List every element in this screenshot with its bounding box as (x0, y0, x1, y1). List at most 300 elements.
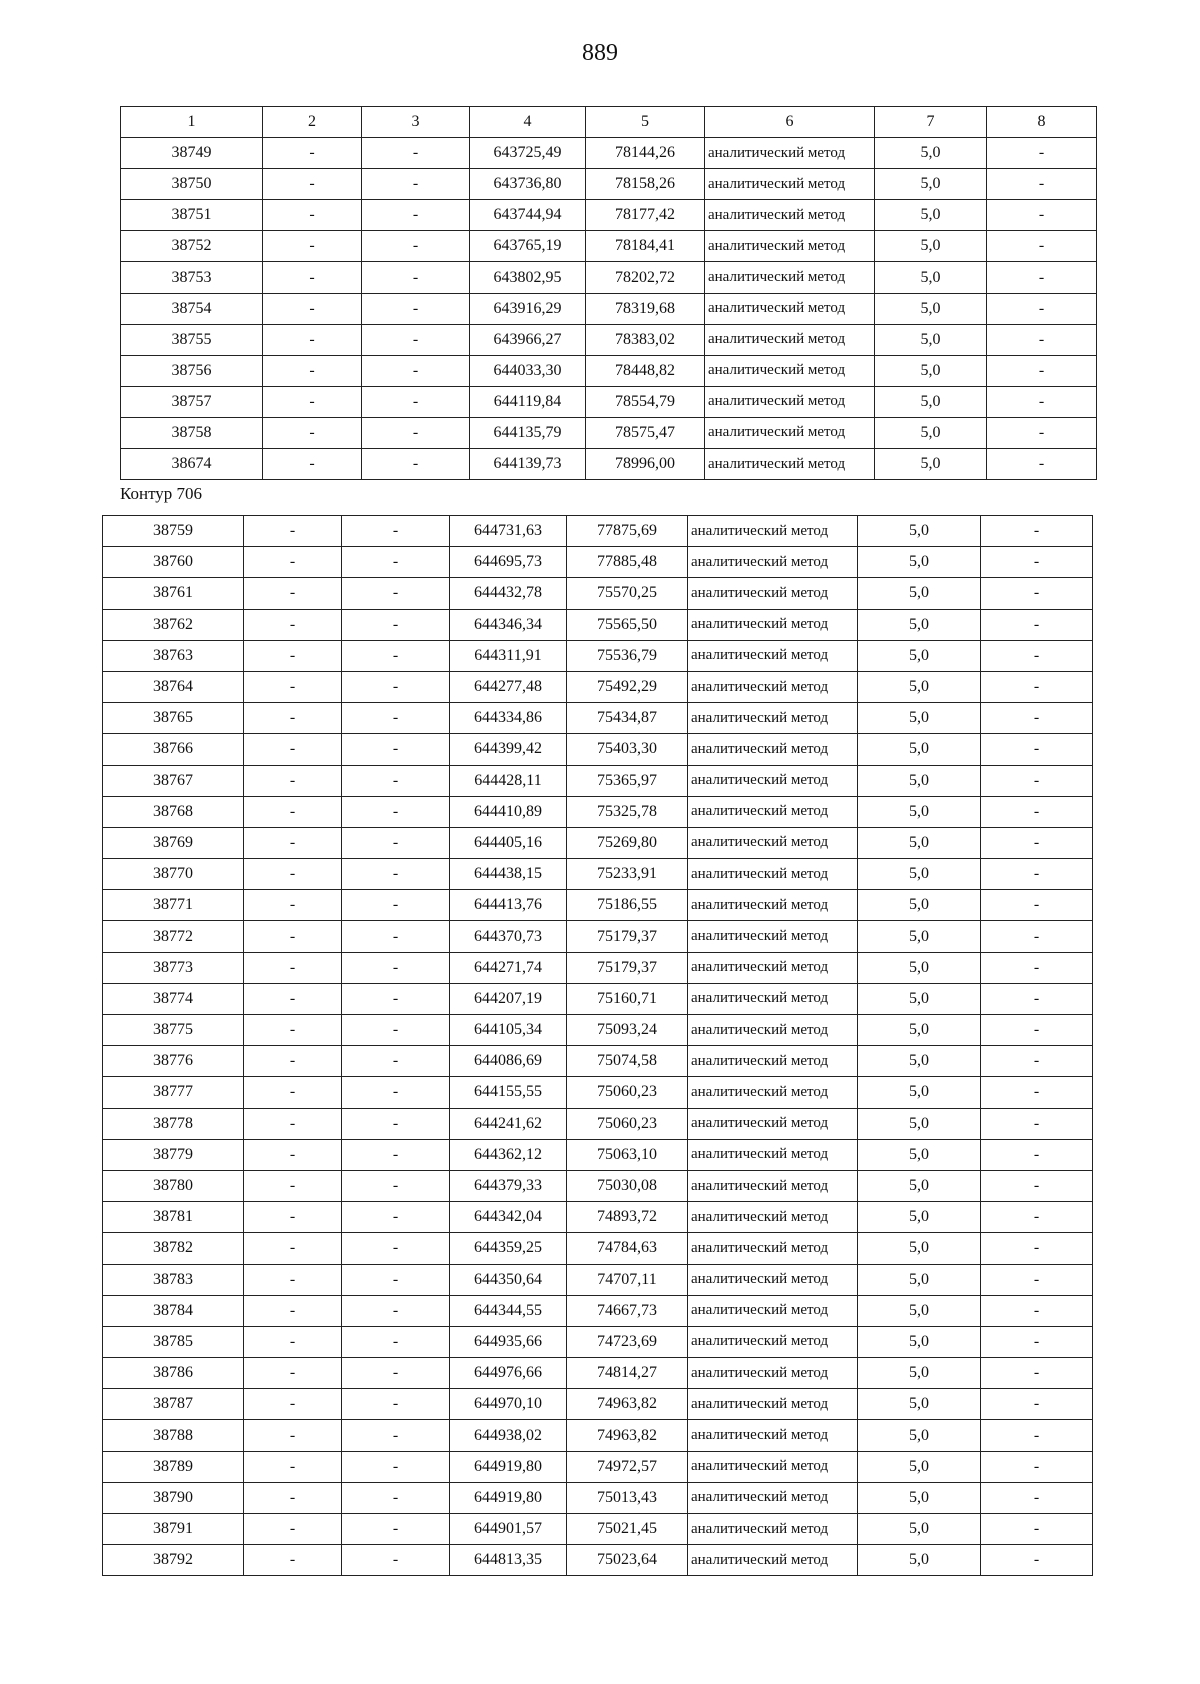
table-cell: 75325,78 (567, 796, 688, 827)
table-cell: - (244, 1170, 342, 1201)
table-cell: 38759 (103, 516, 244, 547)
table-cell: - (342, 1139, 450, 1170)
table-row (121, 262, 1097, 293)
table-cell: - (263, 417, 362, 448)
coordinates-table-contour-706 (102, 515, 1093, 1576)
table-cell: 644695,73 (450, 547, 567, 578)
table-cell: 75060,23 (567, 1108, 688, 1139)
table-cell: 5,0 (858, 827, 981, 858)
table-cell: 5,0 (858, 1420, 981, 1451)
table-cell: - (244, 983, 342, 1014)
table-row (103, 703, 1093, 734)
table-cell: - (987, 449, 1097, 480)
table-cell: 38755 (121, 324, 263, 355)
table-cell: - (981, 1545, 1093, 1576)
table-cell: - (981, 1264, 1093, 1295)
table-cell: - (244, 1233, 342, 1264)
table-cell: 78448,82 (586, 355, 705, 386)
table-cell: 5,0 (875, 355, 987, 386)
table-cell: 75063,10 (567, 1139, 688, 1170)
table-row (121, 324, 1097, 355)
table-cell: 38756 (121, 355, 263, 386)
table-cell: 38781 (103, 1202, 244, 1233)
table-cell: 75013,43 (567, 1482, 688, 1513)
table-row (121, 417, 1097, 448)
table-cell: 38752 (121, 231, 263, 262)
table-cell: 643744,94 (470, 200, 586, 231)
table-cell: аналитический метод (688, 1514, 858, 1545)
table-cell: 5,0 (858, 765, 981, 796)
table-cell: 74784,63 (567, 1233, 688, 1264)
table-cell: 38754 (121, 293, 263, 324)
table-cell: 38780 (103, 1170, 244, 1201)
table-cell: - (981, 1233, 1093, 1264)
table-cell: 74707,11 (567, 1264, 688, 1295)
table-cell: 5,0 (858, 671, 981, 702)
table-cell: - (981, 1451, 1093, 1482)
table-cell: 644346,34 (450, 609, 567, 640)
table-cell: - (244, 1545, 342, 1576)
table-cell: 643916,29 (470, 293, 586, 324)
header-cell: 7 (875, 107, 987, 138)
table-cell: 644410,89 (450, 796, 567, 827)
table-cell: аналитический метод (705, 449, 875, 480)
header-cell: 3 (362, 107, 470, 138)
table-cell: - (981, 1139, 1093, 1170)
table-cell: 38757 (121, 386, 263, 417)
table-cell: 5,0 (858, 952, 981, 983)
table-cell: 644119,84 (470, 386, 586, 417)
table-row (103, 1451, 1093, 1482)
header-row (121, 107, 1097, 138)
table-row (103, 765, 1093, 796)
table-cell: 644359,25 (450, 1233, 567, 1264)
table-cell: 38764 (103, 671, 244, 702)
table-cell: - (981, 671, 1093, 702)
table-cell: 5,0 (875, 324, 987, 355)
table-cell: - (981, 1514, 1093, 1545)
table-cell: 5,0 (858, 1358, 981, 1389)
table-cell: аналитический метод (705, 324, 875, 355)
table-row (103, 859, 1093, 890)
table-cell: аналитический метод (688, 1420, 858, 1451)
table-cell: - (244, 640, 342, 671)
table-cell: 78177,42 (586, 200, 705, 231)
table-row (103, 1202, 1093, 1233)
table-cell: 75179,37 (567, 921, 688, 952)
table-cell: 5,0 (858, 1233, 981, 1264)
table-cell: 78184,41 (586, 231, 705, 262)
table-cell: - (342, 1170, 450, 1201)
table-cell: - (342, 1233, 450, 1264)
table-row (103, 796, 1093, 827)
table-row (103, 1514, 1093, 1545)
table-cell: - (342, 1514, 450, 1545)
table-cell: аналитический метод (688, 796, 858, 827)
table-cell: 644938,02 (450, 1420, 567, 1451)
table-cell: - (362, 449, 470, 480)
table-cell: - (244, 578, 342, 609)
header-cell: 5 (586, 107, 705, 138)
table-cell: аналитический метод (688, 952, 858, 983)
table-cell: аналитический метод (688, 640, 858, 671)
table-cell: 644438,15 (450, 859, 567, 890)
table-cell: - (342, 1482, 450, 1513)
table-cell: - (342, 1295, 450, 1326)
table-cell: - (981, 921, 1093, 952)
table-cell: 78575,47 (586, 417, 705, 448)
table-cell: аналитический метод (688, 1015, 858, 1046)
table-cell: аналитический метод (688, 609, 858, 640)
table-cell: - (244, 1202, 342, 1233)
table-cell: 644155,55 (450, 1077, 567, 1108)
table-cell: 644935,66 (450, 1326, 567, 1357)
table-cell: 5,0 (875, 386, 987, 417)
table-cell: 38758 (121, 417, 263, 448)
table-cell: 643765,19 (470, 231, 586, 262)
table-cell: 38787 (103, 1389, 244, 1420)
table-cell: аналитический метод (688, 1451, 858, 1482)
table-cell: 38760 (103, 547, 244, 578)
table-row (103, 1420, 1093, 1451)
table-cell: 643802,95 (470, 262, 586, 293)
table-cell: 38765 (103, 703, 244, 734)
table-cell: аналитический метод (688, 1482, 858, 1513)
table-cell: 5,0 (858, 1139, 981, 1170)
table-row (103, 1015, 1093, 1046)
table-cell: 78554,79 (586, 386, 705, 417)
table-cell: - (342, 890, 450, 921)
table-cell: 38783 (103, 1264, 244, 1295)
table-cell: - (981, 1077, 1093, 1108)
table-cell: - (244, 703, 342, 734)
table-cell: 5,0 (858, 609, 981, 640)
table-row (121, 355, 1097, 386)
table-cell: 5,0 (858, 1108, 981, 1139)
table-cell: 75269,80 (567, 827, 688, 858)
table-cell: аналитический метод (705, 138, 875, 169)
table-cell: аналитический метод (688, 1108, 858, 1139)
table-cell: 38770 (103, 859, 244, 890)
table-row (121, 293, 1097, 324)
table-cell: 644919,80 (450, 1482, 567, 1513)
table-cell: - (263, 262, 362, 293)
table-cell: - (263, 449, 362, 480)
table-cell: аналитический метод (688, 734, 858, 765)
table-cell: 75565,50 (567, 609, 688, 640)
table-cell: 5,0 (875, 169, 987, 200)
table-cell: 38786 (103, 1358, 244, 1389)
table-cell: - (342, 1015, 450, 1046)
table-cell: 644731,63 (450, 516, 567, 547)
table-cell: - (342, 827, 450, 858)
table-cell: 644976,66 (450, 1358, 567, 1389)
table-cell: 75186,55 (567, 890, 688, 921)
table-cell: - (244, 765, 342, 796)
table-cell: - (263, 169, 362, 200)
table-cell: 78144,26 (586, 138, 705, 169)
table-cell: 74893,72 (567, 1202, 688, 1233)
table-row (103, 1170, 1093, 1201)
table-cell: - (342, 734, 450, 765)
table-cell: 5,0 (875, 231, 987, 262)
table-cell: 5,0 (858, 1451, 981, 1482)
table-cell: - (981, 516, 1093, 547)
table-cell: 38778 (103, 1108, 244, 1139)
table-cell: - (362, 293, 470, 324)
table-cell: 5,0 (858, 859, 981, 890)
table-cell: - (981, 1420, 1093, 1451)
table-cell: - (362, 200, 470, 231)
table-cell: - (981, 1046, 1093, 1077)
table-cell: 5,0 (858, 640, 981, 671)
table-cell: 38776 (103, 1046, 244, 1077)
table-cell: - (987, 417, 1097, 448)
table-cell: 75233,91 (567, 859, 688, 890)
table-cell: - (981, 1482, 1093, 1513)
table-cell: - (981, 1326, 1093, 1357)
table-cell: 5,0 (858, 796, 981, 827)
table-row (103, 609, 1093, 640)
table-cell: - (244, 1482, 342, 1513)
table-cell: аналитический метод (705, 169, 875, 200)
table-cell: 38789 (103, 1451, 244, 1482)
table-cell: 75021,45 (567, 1514, 688, 1545)
table-cell: 38766 (103, 734, 244, 765)
table-cell: 38750 (121, 169, 263, 200)
table-cell: аналитический метод (688, 1170, 858, 1201)
table-cell: 644370,73 (450, 921, 567, 952)
table-row (121, 200, 1097, 231)
table-cell: аналитический метод (705, 293, 875, 324)
table-row (103, 578, 1093, 609)
table-cell: - (244, 890, 342, 921)
table-cell: аналитический метод (688, 890, 858, 921)
table-cell: - (244, 1264, 342, 1295)
table-cell: аналитический метод (705, 355, 875, 386)
table-cell: - (342, 1264, 450, 1295)
table-row (103, 1295, 1093, 1326)
table-cell: - (981, 609, 1093, 640)
table-cell: - (342, 640, 450, 671)
table-cell: - (981, 1202, 1093, 1233)
table-cell: 644277,48 (450, 671, 567, 702)
table-cell: 38788 (103, 1420, 244, 1451)
table-cell: аналитический метод (688, 547, 858, 578)
table-cell: 644405,16 (450, 827, 567, 858)
table-cell: 644105,34 (450, 1015, 567, 1046)
header-cell: 4 (470, 107, 586, 138)
table-cell: аналитический метод (688, 578, 858, 609)
table-cell: 644334,86 (450, 703, 567, 734)
table-cell: аналитический метод (688, 1046, 858, 1077)
table-cell: - (342, 516, 450, 547)
table-cell: - (981, 983, 1093, 1014)
table-cell: - (342, 703, 450, 734)
header-cell: 8 (987, 107, 1097, 138)
table-cell: 38779 (103, 1139, 244, 1170)
table-cell: 75060,23 (567, 1077, 688, 1108)
table-cell: - (342, 578, 450, 609)
table-cell: - (987, 324, 1097, 355)
table-cell: - (342, 1545, 450, 1576)
table-cell: - (244, 671, 342, 702)
table-row (103, 1233, 1093, 1264)
table-cell: 5,0 (875, 293, 987, 324)
table-cell: - (342, 1358, 450, 1389)
table-cell: - (342, 671, 450, 702)
table-cell: аналитический метод (688, 859, 858, 890)
table-cell: - (342, 1077, 450, 1108)
table-cell: 644135,79 (470, 417, 586, 448)
table-cell: 644919,80 (450, 1451, 567, 1482)
table-cell: 38792 (103, 1545, 244, 1576)
table-row (103, 952, 1093, 983)
table-cell: аналитический метод (705, 200, 875, 231)
header-cell: 1 (121, 107, 263, 138)
table-cell: - (263, 231, 362, 262)
table-cell: 75434,87 (567, 703, 688, 734)
table-row (103, 1108, 1093, 1139)
table-cell: - (244, 1358, 342, 1389)
table-row (103, 1264, 1093, 1295)
table-row (121, 138, 1097, 169)
table-cell: - (244, 1046, 342, 1077)
table-cell: 5,0 (858, 1077, 981, 1108)
table-row (103, 1358, 1093, 1389)
table-cell: аналитический метод (688, 1233, 858, 1264)
table-cell: 38767 (103, 765, 244, 796)
table-cell: - (981, 796, 1093, 827)
table-cell: аналитический метод (688, 983, 858, 1014)
table-cell: - (244, 796, 342, 827)
table-row (103, 547, 1093, 578)
table-cell: 644241,62 (450, 1108, 567, 1139)
table-cell: 75570,25 (567, 578, 688, 609)
table-cell: аналитический метод (688, 1139, 858, 1170)
table-cell: - (244, 1015, 342, 1046)
table-cell: - (981, 1108, 1093, 1139)
table-cell: - (987, 231, 1097, 262)
table-cell: - (244, 1389, 342, 1420)
table-row (121, 169, 1097, 200)
table-cell: 5,0 (858, 703, 981, 734)
table-cell: - (981, 1015, 1093, 1046)
table-row (103, 1046, 1093, 1077)
table-cell: 38753 (121, 262, 263, 293)
table-cell: 74963,82 (567, 1389, 688, 1420)
table-cell: 78996,00 (586, 449, 705, 480)
table-cell: аналитический метод (688, 827, 858, 858)
table-cell: 75403,30 (567, 734, 688, 765)
table-cell: - (987, 138, 1097, 169)
table-cell: аналитический метод (688, 1326, 858, 1357)
table-cell: 5,0 (858, 1482, 981, 1513)
table-cell: - (981, 1170, 1093, 1201)
table-cell: аналитический метод (705, 386, 875, 417)
table-cell: аналитический метод (688, 671, 858, 702)
contour-label: Контур 706 (120, 484, 203, 503)
table-cell: 38777 (103, 1077, 244, 1108)
table-cell: 644086,69 (450, 1046, 567, 1077)
table-cell: - (342, 765, 450, 796)
table-cell: - (263, 293, 362, 324)
table-row (121, 449, 1097, 480)
header-cell: 2 (263, 107, 362, 138)
table-cell: 5,0 (858, 1264, 981, 1295)
table-cell: 74972,57 (567, 1451, 688, 1482)
table-cell: - (987, 262, 1097, 293)
table-cell: - (263, 200, 362, 231)
table-cell: 38790 (103, 1482, 244, 1513)
table-cell: - (987, 200, 1097, 231)
table-cell: - (981, 1389, 1093, 1420)
table-cell: - (981, 827, 1093, 858)
table-cell: 74963,82 (567, 1420, 688, 1451)
table-row (103, 827, 1093, 858)
table-cell: - (362, 169, 470, 200)
table-cell: аналитический метод (688, 921, 858, 952)
table-cell: - (987, 386, 1097, 417)
table-cell: 644428,11 (450, 765, 567, 796)
table-cell: аналитический метод (688, 1202, 858, 1233)
page-number: 889 (582, 40, 618, 66)
table-cell: - (244, 547, 342, 578)
table-cell: - (362, 262, 470, 293)
table-cell: 5,0 (858, 1295, 981, 1326)
table-cell: 78319,68 (586, 293, 705, 324)
table-cell: - (987, 169, 1097, 200)
table-cell: - (342, 921, 450, 952)
table-cell: 644033,30 (470, 355, 586, 386)
table-cell: 78383,02 (586, 324, 705, 355)
table-row (121, 386, 1097, 417)
table-cell: 38762 (103, 609, 244, 640)
table-cell: 644432,78 (450, 578, 567, 609)
table-cell: 644139,73 (470, 449, 586, 480)
table-cell: 75536,79 (567, 640, 688, 671)
table-cell: 5,0 (875, 417, 987, 448)
table-cell: - (981, 1358, 1093, 1389)
table-cell: 5,0 (858, 1170, 981, 1201)
table-cell: 644342,04 (450, 1202, 567, 1233)
table-cell: - (342, 983, 450, 1014)
table-cell: - (342, 1046, 450, 1077)
table-cell: 38773 (103, 952, 244, 983)
table-cell: 644207,19 (450, 983, 567, 1014)
table-cell: - (244, 1139, 342, 1170)
table-cell: 5,0 (858, 578, 981, 609)
table-cell: 5,0 (858, 921, 981, 952)
table-cell: 38763 (103, 640, 244, 671)
table-row (103, 1545, 1093, 1576)
table-cell: 74667,73 (567, 1295, 688, 1326)
table-cell: - (981, 578, 1093, 609)
table-row (103, 734, 1093, 765)
table-cell: - (362, 417, 470, 448)
table-cell: - (263, 138, 362, 169)
table-cell: аналитический метод (705, 231, 875, 262)
table-cell: 644970,10 (450, 1389, 567, 1420)
table-cell: 5,0 (875, 262, 987, 293)
table-cell: - (342, 1326, 450, 1357)
table-cell: 5,0 (858, 1046, 981, 1077)
table-cell: 5,0 (858, 734, 981, 765)
table-cell: - (981, 859, 1093, 890)
table-cell: - (244, 1295, 342, 1326)
table-row (103, 983, 1093, 1014)
table-cell: 644413,76 (450, 890, 567, 921)
